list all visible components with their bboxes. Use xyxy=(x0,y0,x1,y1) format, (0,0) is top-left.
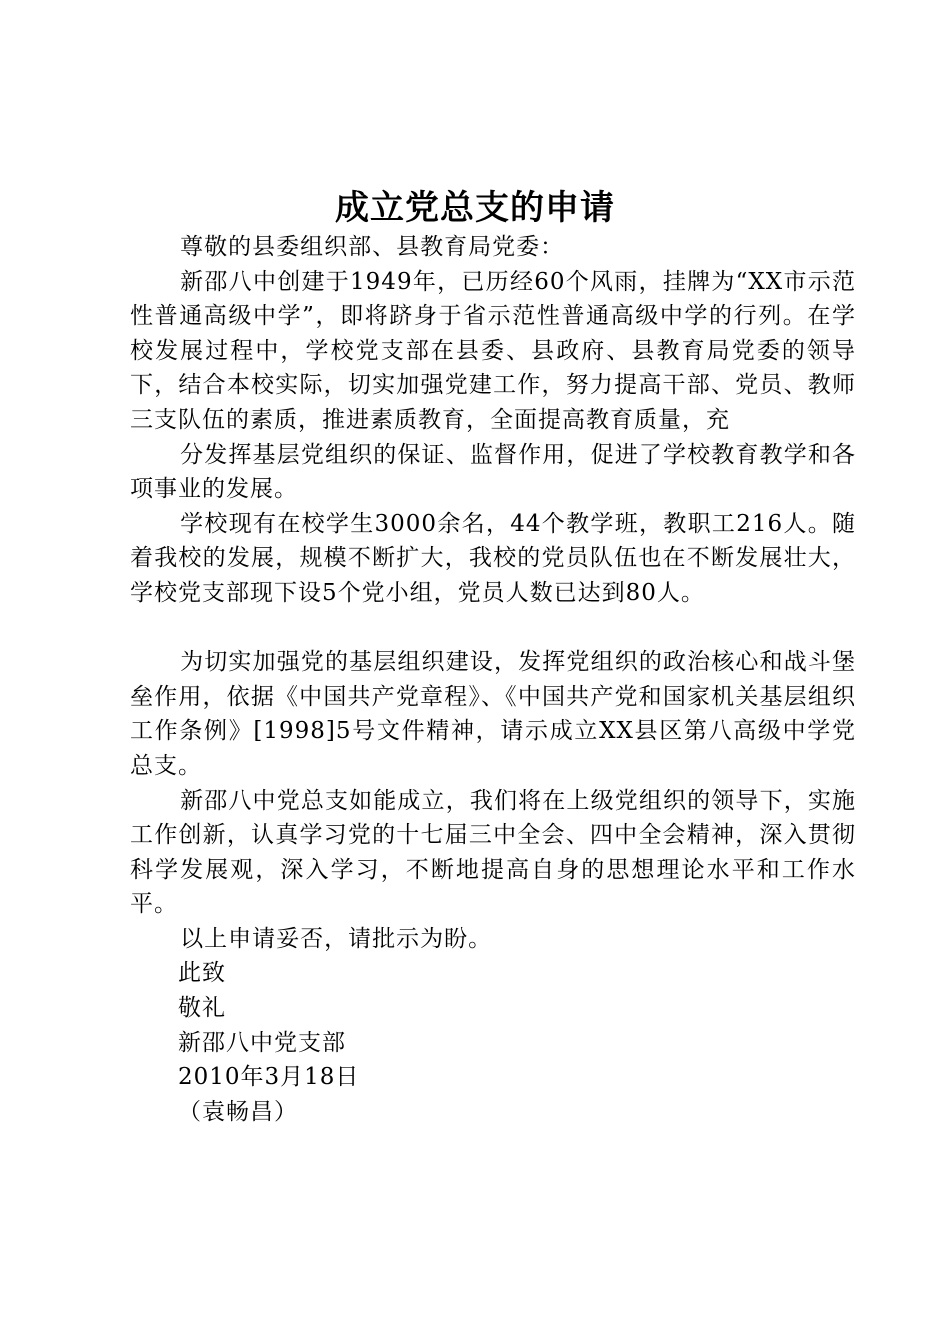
signature-date: 2010年3月18日 xyxy=(178,1064,360,1091)
salutation: 尊敬的县委组织部、县教育局党委： xyxy=(180,234,565,260)
closing-line-2: 敬礼 xyxy=(178,995,226,1022)
paragraph-closing-request: 以上申请妥否，请批示为盼。 xyxy=(180,925,493,952)
signature-author: （袁畅昌） xyxy=(178,1098,298,1125)
paragraph-gap xyxy=(130,611,856,646)
closing-line-1: 此致 xyxy=(178,960,226,987)
paragraph-commitment: 新邵八中党总支如能成立，我们将在上级党组织的领导下，实施工作创新，认真学习党的十七届三中全会、四中全会精神，深入贯彻科学发展观，深入学习，不断地提高自身的思想理论水平和工作水平。 xyxy=(130,787,856,918)
signature-organization: 新邵八中党支部 xyxy=(178,1029,346,1056)
paragraph-role: 分发挥基层党组织的保证、监督作用，促进了学校教育教学和各项事业的发展。 xyxy=(130,441,856,503)
document-body xyxy=(130,230,856,1129)
document-title: 成立党总支的申请 xyxy=(335,188,615,228)
paragraph-request: 为切实加强党的基层组织建设，发挥党组织的政治核心和战斗堡垒作用，依据《中国共产党章程》、《中国共产党和国家机关基层组织工作条例》[1998]5号文件精神，请示成立XX县区第八高级中学党总支。 xyxy=(130,649,856,779)
paragraph-status: 学校现有在校学生3000余名，44个教学班，教职工216人。随着我校的发展，规模不断扩大，我校的党员队伍也在不断发展壮大，学校党支部现下设5个党小组，党员人数已达到80人。 xyxy=(130,510,856,606)
paragraph-history: 新邵八中创建于1949年，已历经60个风雨，挂牌为“XX市示范性普通高级中学”，即将跻身于省示范性普通高级中学的行列。在学校发展过程中，学校党支部在县委、县政府、县教育局党委的领导下，结合本校实际，切实加强党建工作，努力提高干部、党员、教师三支队伍的素质，推进素质教育，全面提高教育质量，充 xyxy=(130,268,856,433)
